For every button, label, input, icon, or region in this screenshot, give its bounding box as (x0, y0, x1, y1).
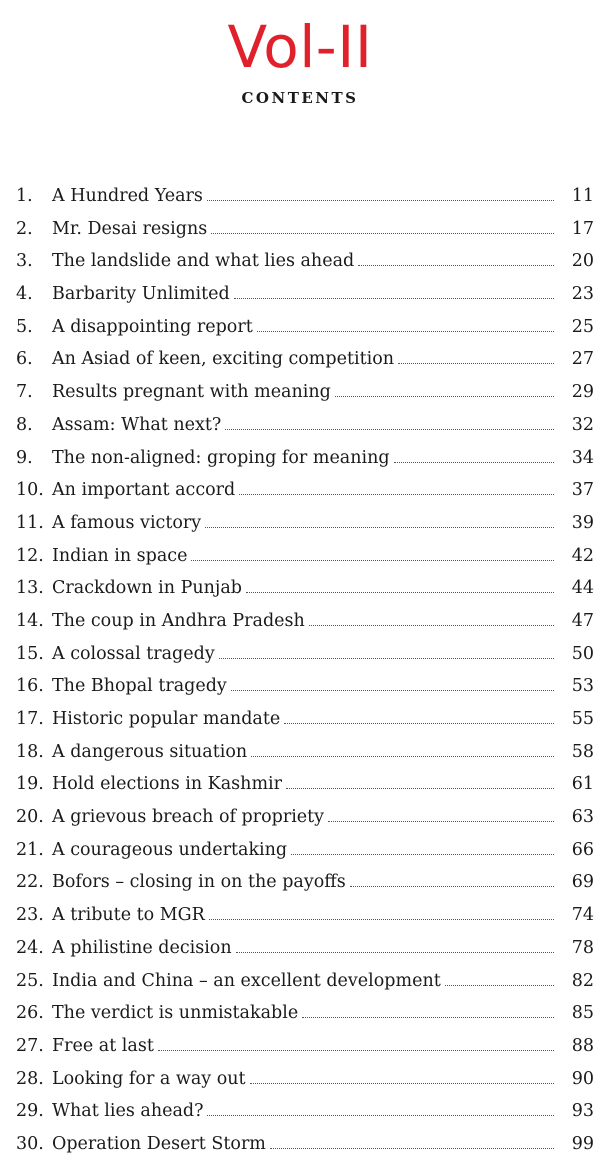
toc-entry-title: The non-aligned: groping for meaning (52, 447, 390, 468)
toc-dot-leader (398, 363, 554, 364)
toc-entry (16, 413, 594, 446)
toc-dot-leader (231, 690, 554, 691)
toc-entry (16, 838, 594, 871)
toc-entry-number: 5. (16, 316, 33, 337)
toc-entry-number: 27. (16, 1035, 44, 1056)
toc-entry-number: 29. (16, 1101, 44, 1122)
toc-dot-leader (191, 560, 554, 561)
toc-entry-title: Operation Desert Storm (52, 1133, 266, 1154)
toc-entry-title: India and China – an excellent development (52, 970, 441, 991)
toc-entry-page: 88 (571, 1035, 594, 1056)
toc-entry-number: 16. (16, 676, 44, 697)
toc-entry-page: 99 (571, 1133, 594, 1154)
toc-entry (16, 870, 594, 903)
toc-entry (16, 707, 594, 740)
toc-entry-title: Hold elections in Kashmir (52, 774, 282, 795)
toc-entry-number: 8. (16, 414, 33, 435)
toc-entry-page: 78 (571, 937, 594, 958)
toc-entry-number: 3. (16, 251, 33, 272)
toc-entry-title: Assam: What next? (52, 414, 222, 435)
toc-dot-leader (207, 200, 554, 201)
toc-entry-number: 14. (16, 610, 44, 631)
toc-dot-leader (358, 265, 554, 266)
volume-title: Vol-II (227, 13, 373, 81)
toc-entry-title: The coup in Andhra Pradesh (52, 610, 305, 631)
toc-entry-page: 20 (571, 251, 594, 272)
toc-entry (16, 511, 594, 544)
toc-entry-number: 10. (16, 480, 44, 501)
toc-entry-number: 6. (16, 349, 33, 370)
toc-entry-page: 85 (571, 1003, 594, 1024)
toc-dot-leader (394, 462, 554, 463)
toc-entry-number: 2. (16, 218, 33, 239)
toc-entry-title: The verdict is unmistakable (52, 1003, 299, 1024)
toc-entry (16, 282, 594, 315)
toc-entry (16, 347, 594, 380)
toc-entry-number: 7. (16, 382, 33, 403)
toc-entry-page: 27 (571, 349, 594, 370)
toc-entry-title: A Hundred Years (52, 186, 203, 206)
toc-dot-leader (257, 331, 554, 332)
toc-entry-number: 24. (16, 937, 44, 958)
toc-entry (16, 805, 594, 838)
toc-entry-page: 23 (571, 284, 594, 305)
toc-dot-leader (350, 886, 554, 887)
toc-entry (16, 249, 594, 282)
toc-entry-number: 9. (16, 447, 33, 468)
toc-dot-leader (236, 952, 554, 953)
toc-entry-number: 12. (16, 545, 44, 566)
toc-entry (16, 478, 594, 511)
toc-entry-page: 55 (571, 709, 594, 729)
toc-entry (16, 544, 594, 577)
toc-entry (16, 903, 594, 936)
toc-dot-leader (211, 233, 554, 234)
toc-dot-leader (205, 527, 554, 528)
toc-entry-title: What lies ahead? (52, 1101, 204, 1122)
toc-entry-title: Indian in space (52, 545, 188, 566)
toc-entry-title: Looking for a way out (52, 1068, 246, 1089)
toc-entry-page: 61 (571, 774, 594, 795)
toc-entry (16, 315, 594, 348)
toc-entry-title: An important accord (52, 480, 236, 501)
toc-entry-title: Mr. Desai resigns (52, 218, 208, 239)
toc-dot-leader (309, 625, 554, 626)
toc-entry-title: Bofors – closing in on the payoffs (52, 872, 346, 893)
toc-entry-number: 1. (16, 186, 33, 206)
toc-dot-leader (270, 1148, 554, 1149)
toc-entry-title: A courageous undertaking (52, 839, 288, 860)
toc-entry (16, 740, 594, 773)
toc-entry (16, 1034, 594, 1067)
toc-entry-number: 26. (16, 1003, 44, 1024)
toc-entry (16, 642, 594, 675)
toc-entry-page: 17 (571, 218, 594, 239)
toc-entry-title: A disappointing report (52, 316, 253, 337)
toc-entry-page: 42 (571, 545, 594, 566)
toc-dot-leader (286, 788, 554, 789)
toc-entry-title: Barbarity Unlimited (52, 284, 230, 305)
toc-entry (16, 184, 594, 217)
toc-dot-leader (219, 658, 554, 659)
toc-dot-leader (250, 1083, 554, 1084)
toc-entry-page: 74 (571, 905, 594, 926)
toc-dot-leader (207, 1115, 554, 1116)
toc-dot-leader (335, 396, 554, 397)
toc-entry (16, 446, 594, 479)
toc-dot-leader (246, 592, 554, 593)
toc-entry (16, 217, 594, 250)
toc-entry-page: 32 (571, 414, 594, 435)
toc-entry-number: 4. (16, 284, 33, 305)
toc-entry (16, 1099, 594, 1132)
toc-entry-page: 47 (571, 610, 594, 631)
toc-entry (16, 674, 594, 707)
toc-entry-page: 50 (571, 643, 594, 664)
toc-entry-page: 34 (571, 447, 594, 468)
toc-entry-number: 18. (16, 741, 44, 762)
toc-dot-leader (291, 854, 554, 855)
toc-entry-page: 39 (571, 512, 594, 533)
toc-entry-title: A dangerous situation (52, 741, 248, 762)
toc-entry (16, 1067, 594, 1100)
toc-entry-title: Results pregnant with meaning (52, 382, 331, 403)
table-of-contents (16, 184, 594, 1165)
toc-entry-number: 11. (16, 512, 44, 533)
toc-entry-page: 25 (571, 316, 594, 337)
toc-entry-page: 69 (571, 872, 594, 893)
toc-entry-title: An Asiad of keen, exciting competition (52, 349, 395, 370)
toc-entry-number: 22. (16, 872, 44, 893)
toc-entry-number: 20. (16, 807, 44, 828)
toc-entry-title: A colossal tragedy (52, 643, 215, 664)
toc-dot-leader (158, 1050, 554, 1051)
toc-entry-number: 17. (16, 709, 44, 729)
toc-entry-title: A tribute to MGR (52, 905, 205, 926)
toc-entry-title: The Bhopal tragedy (52, 676, 227, 697)
toc-dot-leader (302, 1017, 554, 1018)
toc-entry-page: 37 (571, 480, 594, 501)
toc-dot-leader (239, 494, 554, 495)
toc-entry-page: 58 (571, 741, 594, 762)
toc-dot-leader (328, 821, 554, 822)
toc-entry (16, 380, 594, 413)
toc-entry-title: Free at last (52, 1035, 154, 1056)
toc-entry (16, 936, 594, 969)
toc-entry-number: 25. (16, 970, 44, 991)
toc-dot-leader (234, 298, 554, 299)
toc-entry-number: 28. (16, 1068, 44, 1089)
toc-entry-number: 19. (16, 774, 44, 795)
toc-dot-leader (225, 429, 554, 430)
toc-entry (16, 1001, 594, 1034)
toc-entry-page: 90 (571, 1068, 594, 1089)
toc-entry-page: 93 (571, 1101, 594, 1122)
toc-entry-title: A philistine decision (52, 937, 232, 958)
toc-entry-number: 13. (16, 578, 44, 599)
contents-heading: CONTENTS (241, 89, 359, 107)
toc-dot-leader (251, 756, 554, 757)
toc-dot-leader (445, 985, 554, 986)
toc-dot-leader (284, 723, 554, 724)
toc-entry-page: 63 (571, 807, 594, 828)
toc-entry (16, 1132, 594, 1165)
toc-entry-page: 53 (571, 676, 594, 697)
toc-entry-number: 23. (16, 905, 44, 926)
toc-entry-page: 66 (571, 839, 594, 860)
toc-entry-page: 29 (571, 382, 594, 403)
toc-entry-number: 21. (16, 839, 44, 860)
toc-entry-title: Historic popular mandate (52, 709, 281, 729)
toc-entry-number: 30. (16, 1133, 44, 1154)
toc-entry-page: 44 (571, 578, 594, 599)
toc-entry-title: Crackdown in Punjab (52, 578, 242, 599)
toc-dot-leader (209, 919, 554, 920)
toc-entry-title: A famous victory (52, 512, 202, 533)
toc-entry-title: A grievous breach of propriety (52, 807, 325, 828)
toc-entry (16, 969, 594, 1002)
toc-entry (16, 609, 594, 642)
toc-entry (16, 576, 594, 609)
toc-entry-page: 11 (571, 186, 594, 206)
toc-entry-number: 15. (16, 643, 44, 664)
toc-entry-page: 82 (571, 970, 594, 991)
toc-entry (16, 772, 594, 805)
toc-entry-title: The landslide and what lies ahead (52, 251, 355, 272)
